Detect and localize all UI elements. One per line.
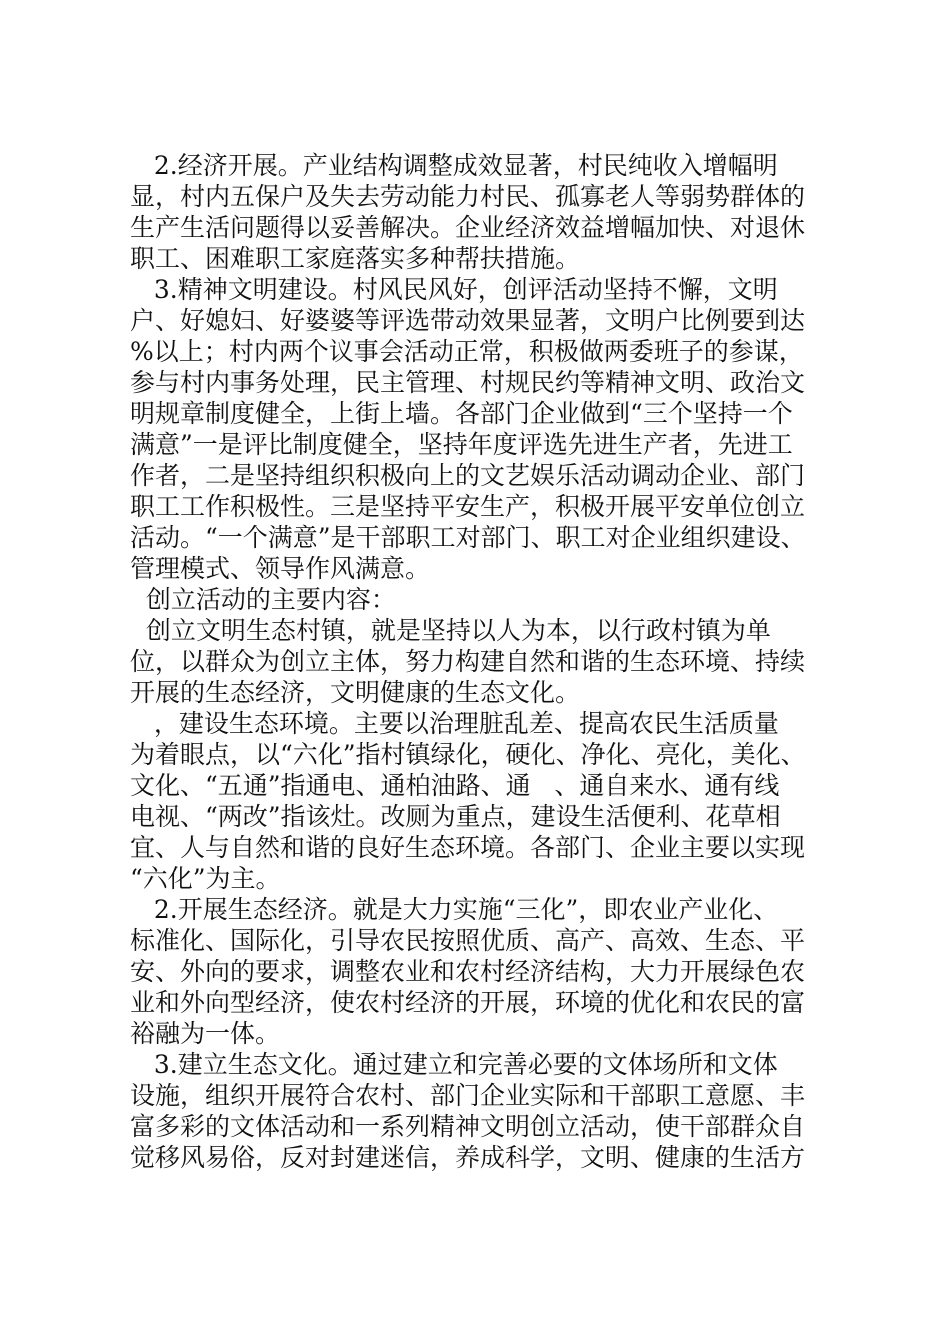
text-line: 文化、“五通”指通电、通柏油路、通 、通自来水、通有线 xyxy=(130,771,780,800)
text-line: 创立文明生态村镇，就是坚持以人为本，以行政村镇为单 xyxy=(130,616,771,645)
text-line: 3.建立生态文化。通过建立和完善必要的文体场所和文体 xyxy=(130,1050,778,1079)
document-body xyxy=(130,150,830,1173)
text-line: 满意”一是评比制度健全，坚持年度评选先进生产者，先进工 xyxy=(130,430,793,459)
text-line: 生产生活问题得以妥善解决。企业经济效益增幅加快、对退休 xyxy=(130,213,806,242)
text-line: 开展的生态经济，文明健康的生态文化。 xyxy=(130,678,581,707)
text-line: 明规章制度健全，上街上墙。各部门企业做到“三个坚持一个 xyxy=(130,399,793,428)
text-line: 业和外向型经济，使农村经济的开展，环境的优化和农民的富 xyxy=(130,988,806,1017)
text-line: 设施，组织开展符合农村、部门企业实际和干部职工意愿、丰 xyxy=(130,1081,806,1110)
text-line: 安、外向的要求，调整农业和农村经济结构，大力开展绿色农 xyxy=(130,957,806,986)
text-line: 3.精神文明建设。村风民风好，创评活动坚持不懈，文明 xyxy=(130,275,778,304)
text-line: 为着眼点，以“六化”指村镇绿化，硬化、净化、亮化，美化、 xyxy=(130,740,806,769)
text-line: 职工、困难职工家庭落实多种帮扶措施。 xyxy=(130,244,581,273)
text-line: “六化”为主。 xyxy=(130,864,281,893)
section-heading: 创立活动的主要内容： xyxy=(130,585,396,614)
text-line: 裕融为一体。 xyxy=(130,1019,281,1048)
text-line: 电视、“两改”指该灶。改厕为重点，建设生活便利、花草相 xyxy=(130,802,781,831)
text-line: 作者，二是坚持组织积极向上的文艺娱乐活动调动企业、部门 xyxy=(130,461,806,490)
text-line: 2.开展生态经济。就是大力实施“三化”，即农业产业化、 xyxy=(130,895,779,924)
text-line: ，建设生态环境。主要以治理脏乱差、提高农民生活质量 xyxy=(130,709,779,738)
text-line: 宜、人与自然和谐的良好生态环境。各部门、企业主要以实现 xyxy=(130,833,806,862)
text-line: 富多彩的文体活动和一系列精神文明创立活动，使干部群众自 xyxy=(130,1112,806,1141)
text-line: 显，村内五保户及失去劳动能力村民、孤寡老人等弱势群体的 xyxy=(130,182,806,211)
text-line: 职工工作积极性。三是坚持平安生产，积极开展平安单位创立 xyxy=(130,492,806,521)
text-line: 参与村内事务处理，民主管理、村规民约等精神文明、政治文 xyxy=(130,368,806,397)
text-line: 活动。“一个满意”是干部职工对部门、职工对企业组织建设、 xyxy=(130,523,806,552)
text-line: 户、好媳妇、好婆婆等评选带动效果显著，文明户比例要到达 xyxy=(130,306,806,335)
text-line: 觉移风易俗，反对封建迷信，养成科学，文明、健康的生活方 xyxy=(130,1143,806,1172)
text-line: 2.经济开展。产业结构调整成效显著，村民纯收入增幅明 xyxy=(130,151,778,180)
text-line: 位，以群众为创立主体，努力构建自然和谐的生态环境、持续 xyxy=(130,647,806,676)
text-line: 管理模式、领导作风满意。 xyxy=(130,554,431,583)
text-line: 标准化、国际化，引导农民按照优质、高产、高效、生态、平 xyxy=(130,926,806,955)
text-line: %以上；村内两个议事会活动正常，积极做两委班子的参谋， xyxy=(130,337,804,366)
